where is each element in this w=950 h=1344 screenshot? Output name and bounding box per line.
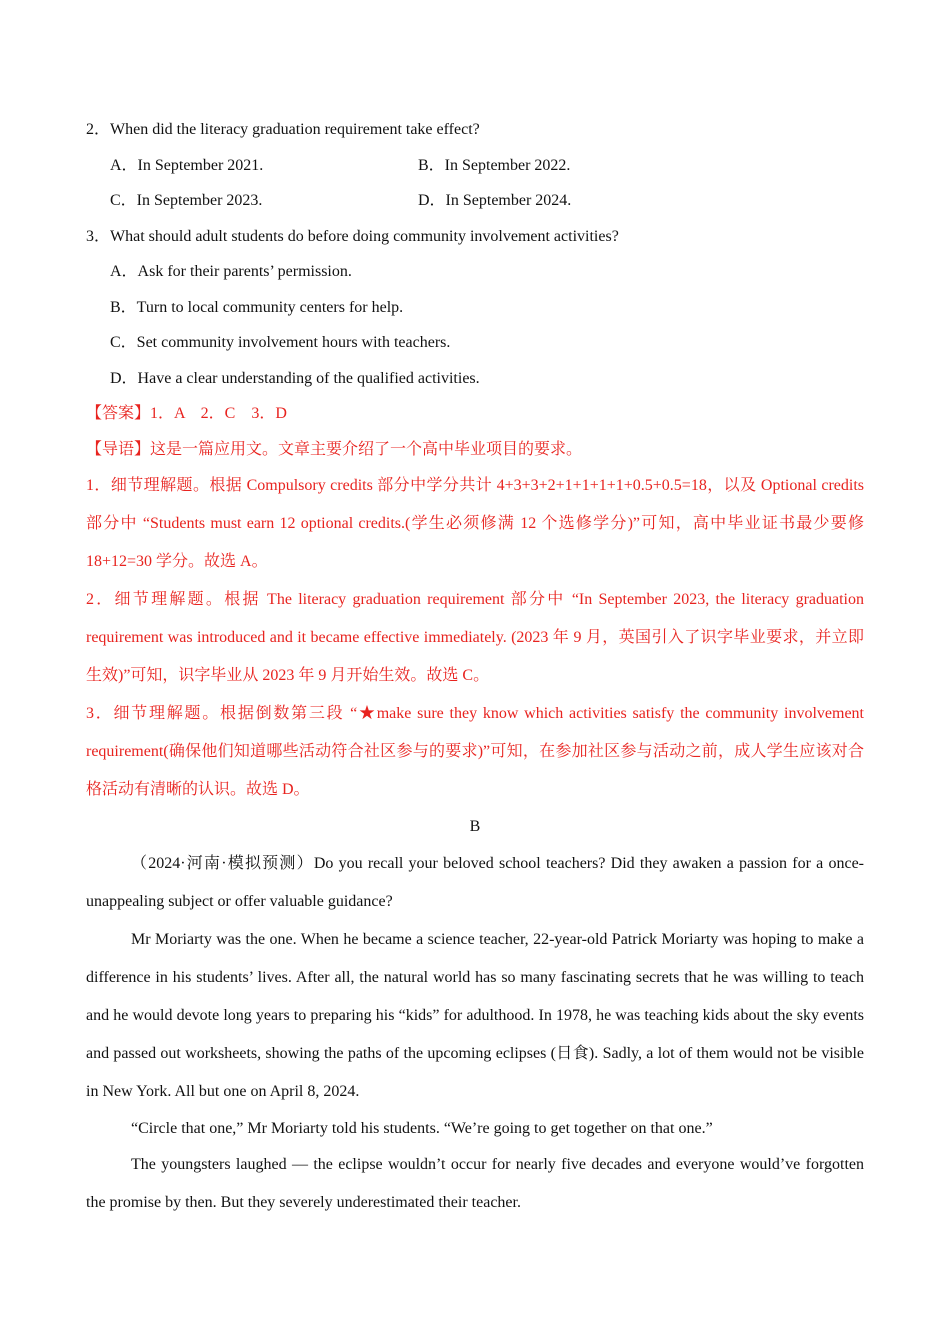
passage-paragraph-3: “Circle that one,” Mr Moriarty told his students. “We’re going to get together on that one.” — [131, 1119, 713, 1137]
question-3-option-d: D．Have a clear understanding of the qualified activities. — [110, 369, 480, 387]
passage-paragraph-1: （2024·河南·模拟预测）Do you recall your beloved school teachers? Did they awaken a passion for a once-unappealing subject or offer valuable guidance? — [86, 854, 864, 910]
document-page — [86, 112, 864, 1222]
section-label: B — [469, 818, 481, 835]
question-2-option-d: D．In September 2024. — [418, 192, 572, 209]
question-3-option-b: B．Turn to local community centers for help. — [110, 298, 404, 316]
question-2-options-row-2 — [86, 183, 864, 219]
question-2-options-row-1 — [86, 148, 864, 184]
analysis-3: 3．细节理解题。根据倒数第三段 “★make sure they know which activities satisfy the community involvement requirement(确保他们知道哪些活动符合社区参与的要求)”可知，在参加社区参与活动之前，成人学生应该对合格活动有清晰的认识。故选 D。 — [86, 705, 864, 798]
question-3-option-a: A．Ask for their parents’ permission. — [110, 263, 352, 280]
passage-paragraph-2: Mr Moriarty was the one. When he became a science teacher, 22-year-old Patrick Moriarty was hoping to make a difference in his students’ lives. After all, the natural world has so many fascinating secrets that he was willing to teach and he would devote long years to preparing his “kids” for adulthood. In 1978, he was teaching kids about the sky events and passed out worksheets, showing the paths of the upcoming eclipses (日食). Sadly, a lot of them would not be visible in New York. All but one on April 8, 2024. — [86, 930, 864, 1100]
passage-paragraph-4: The youngsters laughed — the eclipse wouldn’t occur for nearly five decades and everyone would’ve forgotten the promise by then. But they severely underestimated their teacher. — [86, 1156, 864, 1211]
guide-line: 【导语】这是一篇应用文。文章主要介绍了一个高中毕业项目的要求。 — [86, 440, 583, 458]
question-2-stem: 2．When did the literacy graduation requirement take effect? — [86, 121, 480, 138]
question-3-stem: 3．What should adult students do before doing community involvement activities? — [86, 227, 619, 245]
question-2-option-c: C．In September 2023. — [110, 192, 263, 209]
analysis-2: 2．细节理解题。根据 The literacy graduation requirement 部分中 “In September 2023, the literacy graduation requirement was introduced and it became effective immediately. (2023 年 9 月，英国引入了识字毕业要求，并立即生效)”可知，识字毕业从 2023 年 9 月开始生效。故选 C。 — [86, 591, 864, 684]
analysis-1: 1．细节理解题。根据 Compulsory credits 部分中学分共计 4+3+3+2+1+1+1+1+0.5+0.5=18，以及 Optional credits 部分中 “Students must earn 12 optional credits.(学生必须修满 12 个选修学分)”可知，高中毕业证书最少要修 18+12=30 学分。故选 A。 — [86, 477, 864, 570]
answer-line: 【答案】1．A 2．C 3．D — [86, 405, 287, 422]
question-2-option-b: B．In September 2022. — [418, 156, 571, 174]
question-2-option-a: A．In September 2021. — [110, 156, 264, 174]
question-3-option-c: C．Set community involvement hours with teachers. — [110, 334, 451, 351]
